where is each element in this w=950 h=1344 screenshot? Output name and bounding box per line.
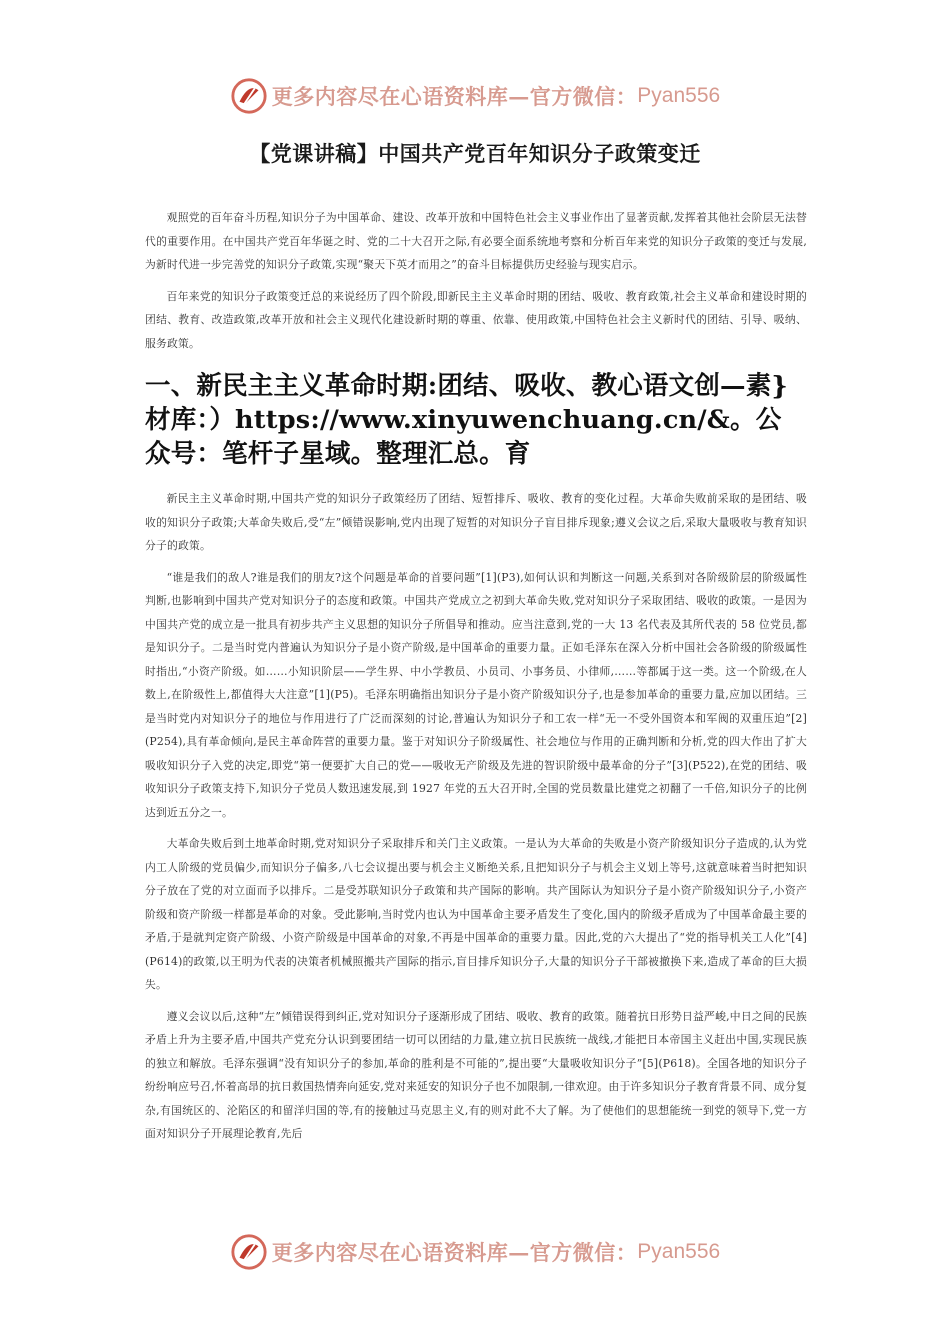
banner-wechat-handle: Pyan556 xyxy=(637,1240,721,1263)
section-heading: 一、新民主主义革命时期:团结、吸收、教心语文创—素}材库：）https://www.xinyuwenchuang.cn/&。公众号：笔杆子星域。整理汇总。育 xyxy=(145,371,789,469)
section-paragraph: 大革命失败后到土地革命时期,党对知识分子采取排斥和关门主义政策。一是认为大革命的失败是小资产阶级知识分子造成的,认为党内工人阶级的党员偏少,而知识分子偏多,八七会议提出要与机会主义断绝关系,且把知识分子与机会主义划上等号,这就意味着当时把知识分子放在了党的对立面而予以排斥。二是受苏联知识分子政策和共产国际的影响。共产国际认为知识分子是小资产阶级知识分子,小资产阶级和资产阶级一样都是革命的对象。受此影响,当时党内也认为中国革命主要矛盾发生了变化,国内的阶级矛盾成为了中国革命最主要的矛盾,于是就判定资产阶级、小资产阶级是中国革命的对象,不再是中国革命的重要力量。因此,党的六大提出了“党的指导机关工人化”[4](P614)的政策,以王明为代表的决策者机械照搬共产国际的指示,盲目排斥知识分子,大量的知识分子干部被撤换下来,造成了革命的巨大损失。 xyxy=(145,837,807,991)
document-body xyxy=(145,206,807,1154)
banner-wechat-handle: Pyan556 xyxy=(637,84,721,107)
section-paragraph: 遵义会议以后,这种“左”倾错误得到纠正,党对知识分子逐渐形成了团结、吸收、教育的政策。随着抗日形势日益严峻,中日之间的民族矛盾上升为主要矛盾,中国共产党充分认识到要团结一切可以团结的力量,建立抗日民族统一战线,才能把日本帝国主义赶出中国,实现民族的独立和解放。毛泽东强调“没有知识分子的参加,革命的胜利是不可能的”,提出要“大量吸收知识分子”[5](P618)。全国各地的知识分子纷纷响应号召,怀着高昂的抗日救国热情奔向延安,党对来延安的知识分子也不加限制,一律欢迎。由于许多知识分子教育背景不同、成分复杂,有国统区的、沦陷区的和留洋归国的等,有的接触过马克思主义,有的则对此不大了解。为了使他们的思想能统一到党的领导下,党一方面对知识分子开展理论教育,先后 xyxy=(145,1009,807,1140)
banner-text: 更多内容尽在心语资料库—官方微信： xyxy=(271,1240,638,1265)
intro-paragraph: 观照党的百年奋斗历程,知识分子为中国革命、建设、改革开放和中国特色社会主义事业作出了显著贡献,发挥着其他社会阶层无法替代的重要作用。在中国共产党百年华诞之时、党的二十大召开之际,有必要全面系统地考察和分析百年来党的知识分子政策的变迁与发展,为新时代进一步完善党的知识分子政策,实现“聚天下英才而用之”的奋斗目标提供历史经验与现实启示。 xyxy=(145,211,807,271)
banner-text: 更多内容尽在心语资料库—官方微信： xyxy=(271,84,638,109)
logo-icon xyxy=(230,1233,268,1271)
page-title: 【党课讲稿】中国共产党百年知识分子政策变迁 xyxy=(249,142,701,166)
intro-paragraph: 百年来党的知识分子政策变迁总的来说经历了四个阶段,即新民主主义革命时期的团结、吸收、教育政策,社会主义革命和建设时期的团结、教育、改造政策,改革开放和社会主义现代化建设新时期的尊重、依靠、使用政策,中国特色社会主义新时代的团结、引导、吸纳、服务政策。 xyxy=(145,289,807,350)
logo-icon xyxy=(230,77,268,115)
section-paragraph: “谁是我们的敌人?谁是我们的朋友?这个问题是革命的首要问题”[1](P3),如何认识和判断这一问题,关系到对各阶级阶层的阶级属性判断,也影响到中国共产党对知识分子的态度和政策。中国共产党成立之初到大革命失败,党对知识分子采取团结、吸收的政策。一是因为中国共产党的成立是一批具有初步共产主义思想的知识分子所倡导和推动。应当注意到,党的一大 13 名代表及其所代表的 58 位党员,都是知识分子。二是当时党内普遍认为知识分子是小资产阶级,是中国革命的重要力量。正如毛泽东在深入分析中国社会各阶级的阶级属性时指出,“小资产阶级。如……小知识阶层——学生界、中小学教员、小员司、小事务员、小律师,……等都属于这一类。这一个阶级,在人数上,在阶级性上,都值得大大注意”[1](P5)。毛泽东明确指出知识分子是小资产阶级知识分子,也是参加革命的重要力量,应加以团结。三是当时党内对知识分子的地位与作用进行了广泛而深刻的讨论,普遍认为知识分子和工农一样“无一不受外国资本和军阀的双重压迫”[2](P254),具有革命倾向,是民主革命阵营的重要力量。鉴于对知识分子阶级属性、社会地位与作用的正确判断和分析,党的四大作出了扩大吸收知识分子入党的决定,即党“第一便要扩大自己的党——吸收无产阶级及先进的智识阶级中最革命的分子”[3](P522),在党的团结、吸收知识分子政策支持下,知识分子党员人数迅速发展,到 1927 年党的五大召开时,全国的党员数量比建党之初翻了一千倍,知识分子的比例达到近五分之一。 xyxy=(145,570,807,819)
footer-banner xyxy=(0,1230,950,1274)
header-banner xyxy=(0,74,950,118)
section-paragraph: 新民主主义革命时期,中国共产党的知识分子政策经历了团结、短暂排斥、吸收、教育的变化过程。大革命失败前采取的是团结、吸收的知识分子政策;大革命失败后,受“左”倾错误影响,党内出现了短暂的对知识分子盲目排斥现象;遵义会议之后,采取大量吸收与教育知识分子的政策。 xyxy=(145,492,807,552)
